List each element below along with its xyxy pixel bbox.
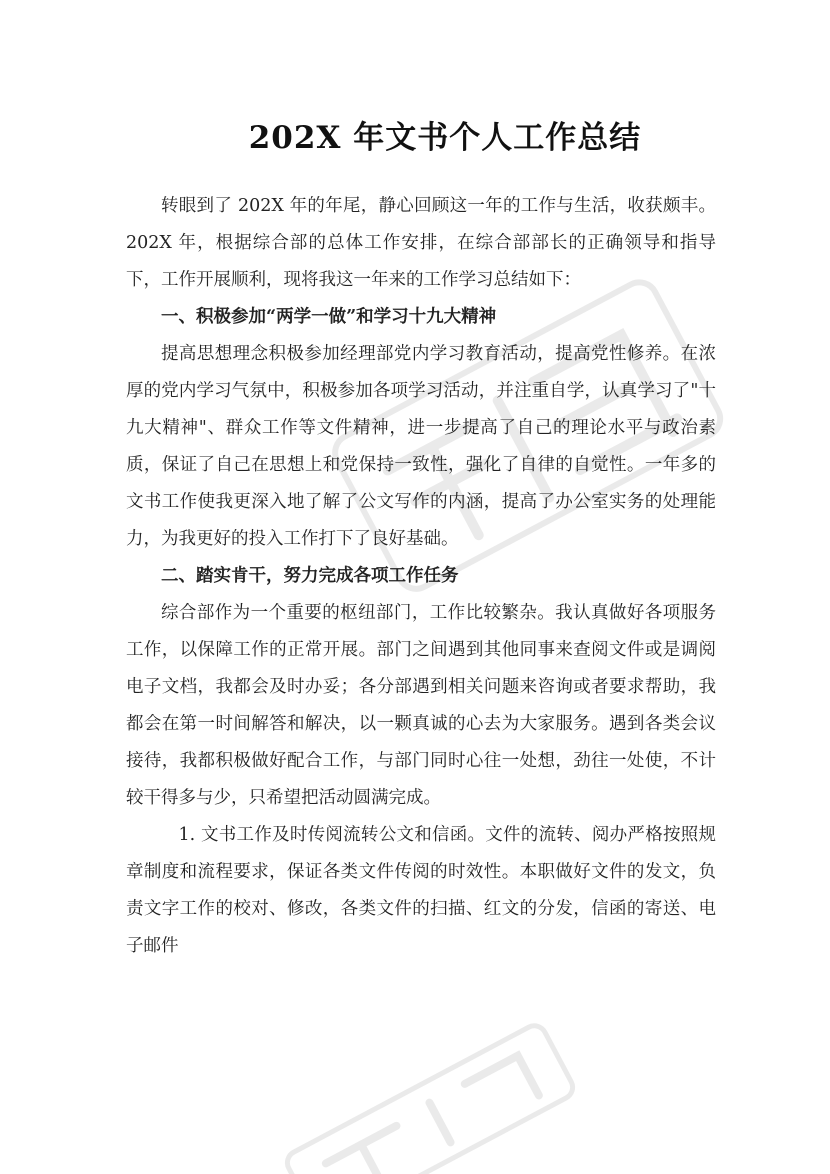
document-body — [126, 188, 716, 965]
watermark-stamp-icon — [276, 1015, 583, 1174]
section-2-paragraph: 综合部作为一个重要的枢纽部门，工作比较繁杂。我认真做好各项服务工作，以保障工作的正常开展。部门之间遇到其他同事来查阅文件或是调阅电子文档，我都会及时办妥；各分部遇到相关问题来咨询或者要求帮助，我都会在第一时间解答和解决，以一颗真诚的心去为大家服务。遇到各类会议接待，我都积极做好配合工作，与部门同时心往一处想，劲往一处使，不计较干得多与少，只希望把活动圆满完成。 — [126, 603, 716, 808]
section-heading-1: 一、积极参加“两学一做”和学习十九大精神 — [161, 307, 497, 327]
numbered-item-1: 1. 文书工作及时传阅流转公文和信函。文件的流转、阅办严格按照规章制度和流程要求，保证各类文件传阅的时效性。本职做好文件的发文，负责文字工作的校对、修改，各类文件的扫描、红文的分发，信函的寄送、电子邮件 — [126, 825, 716, 956]
document-title: 202X 年文书个人工作总结 — [248, 120, 642, 156]
intro-paragraph: 转眼到了 202X 年的年尾，静心回顾这一年的工作与生活，收获颇丰。202X 年，根据综合部的总体工作安排，在综合部部长的正确领导和指导下，工作开展顺利，现将我这一年来的工作学习总结如下： — [126, 196, 716, 290]
section-1-paragraph: 提高思想理念积极参加经理部党内学习教育活动，提高党性修养。在浓厚的党内学习气氛中，积极参加各项学习活动，并注重自学，认真学习了"十九大精神"、群众工作等文件精神，进一步提高了自己的理论水平与政治素质，保证了自己在思想上和党保持一致性，强化了自律的自觉性。一年多的文书工作使我更深入地了解了公文写作的内涵，提高了办公室实务的处理能力，为我更好的投入工作打下了良好基础。 — [126, 344, 716, 549]
section-heading-2: 二、踏实肯干，努力完成各项工作任务 — [161, 566, 459, 586]
